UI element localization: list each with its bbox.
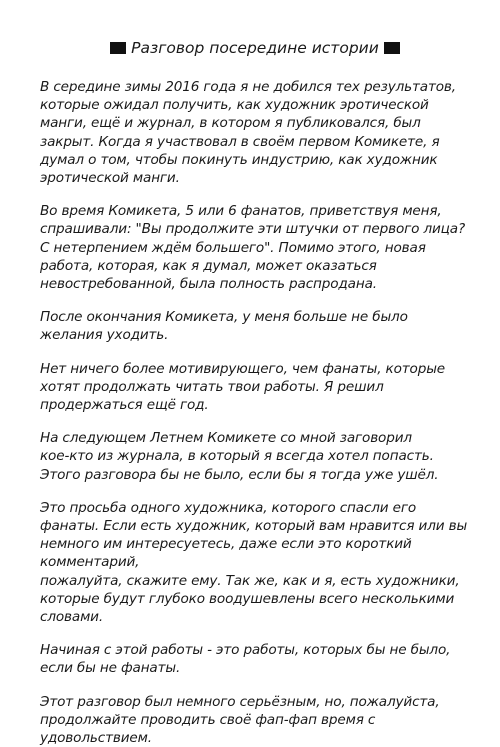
text-line: желания уходить. [40,327,169,344]
text-line: Это просьба одного художника, которого спасли его [40,499,417,516]
text-line: кое-кто из журнала, в который я всегда хотел попасть. [40,448,434,465]
text-line: После окончания Комикета, у меня больше не было [40,309,408,326]
text-line: невостребованной, была полность распродана. [40,276,377,293]
text-line: Во время Комикета, 5 или 6 фанатов, приветствуя меня, [40,203,442,220]
paragraph [40,78,470,187]
page-title-text: Разговор посередине истории [131,39,379,57]
paragraph [40,202,470,293]
text-line: которые ожидал получить, как художник эротической [40,97,429,114]
text-line: думал о том, чтобы покинуть индустрию, как художник [40,151,438,168]
text-line: пожалуйта, скажите ему. Так же, как и я, есть художники, [40,572,460,589]
text-line: хотят продолжать читать твои работы. Я решил [40,378,384,395]
text-line: На следующем Летнем Комикете со мной заговорил [40,430,412,447]
square-bullet-icon [110,42,126,54]
text-line: спрашивали: "Вы продолжите эти штучки от первого лица? [40,221,466,238]
body-text [40,78,470,747]
text-line: которые будут глубоко воодушевлены всего несколькими [40,590,455,607]
text-line: продержаться ещё год. [40,397,209,414]
text-line: Нет ничего более мотивирующего, чем фанаты, которые [40,360,445,377]
text-line: манги, ещё и журнал, в котором я публиковался, был [40,115,421,132]
paragraph [40,308,470,344]
text-line: фанаты. Если есть художник, который вам нравится или вы [40,518,468,535]
text-line: работа, которая, как я думал, может оказаться [40,257,377,274]
text-line: Этого разговора бы не было, если бы я тогда уже ушёл. [40,466,439,483]
text-line: если бы не фанаты. [40,660,181,677]
text-line: комментарий, [40,554,140,571]
paragraph [40,360,470,415]
text-line: эротической манги. [40,170,180,187]
text-line: С нетерпением ждём большего". Помимо этого, новая [40,239,426,256]
paragraph [40,499,470,626]
page-title [40,38,470,58]
paragraph [40,641,470,677]
paragraph [40,429,470,484]
text-line: немного им интересуетесь, даже если это короткий [40,536,412,553]
text-line: Этот разговор был немного серьёзным, но, пожалуйста, [40,693,440,710]
text-line: удовольствием. [40,730,152,747]
text-line: Начиная с этой работы - это работы, которых бы не было, [40,642,451,659]
text-line: продолжайте проводить своё фап-фап время с [40,711,376,728]
text-line: В середине зимы 2016 года я не добился тех результатов, [40,79,456,95]
text-line: закрыт. Когда я участвовал в своём первом Комикете, я [40,133,440,150]
square-bullet-icon [384,42,400,54]
paragraph [40,693,470,747]
text-line: словами. [40,609,104,626]
